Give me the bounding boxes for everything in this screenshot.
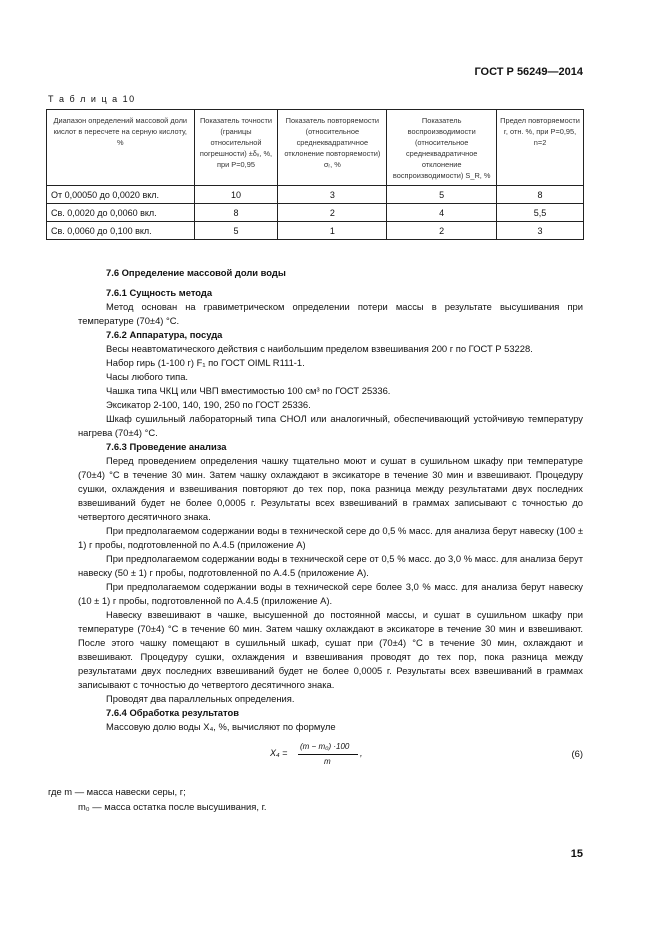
- where-line-2: m₀ — масса остатка после высушивания, г.: [78, 801, 267, 812]
- table-cell: 5,5: [497, 204, 584, 222]
- document-code: ГОСТ Р 56249—2014: [474, 66, 583, 78]
- table-cell: 5: [387, 186, 497, 204]
- header-reproducibility: Показатель воспроизводимости (относительное среднеквадратичное отклонение воспроизводимости) S_R, %: [387, 110, 497, 186]
- section-7-6: [78, 266, 583, 280]
- formula-numerator: (m − m₀) ·100: [300, 742, 350, 751]
- paragraph: Часы любого типа.: [106, 371, 189, 382]
- page-number: 15: [570, 848, 583, 860]
- paragraph: Эксикатор 2-100, 140, 190, 250 по ГОСТ 25336.: [106, 399, 311, 410]
- table-cell: От 0,00050 до 0,0020 вкл.: [47, 186, 195, 204]
- header-repeat-limit: Предел повторяемости r, отн. %, при P=0,95, n=2: [497, 110, 584, 186]
- table-cell: 2: [278, 204, 387, 222]
- paragraph: Массовую долю воды X₄, %, вычисляют по формуле: [106, 721, 336, 732]
- paragraph: Весы неавтоматического действия с наибольшим пределом взвешивания 200 г по ГОСТ Р 53228.: [106, 343, 533, 354]
- table-cell: Св. 0,0020 до 0,0060 вкл.: [47, 204, 195, 222]
- subsection-heading: 7.6.4 Обработка результатов: [106, 707, 239, 718]
- table-cell: 3: [497, 222, 584, 240]
- header-range: Диапазон определений массовой доли кислот в пересчете на серную кислоту, %: [47, 110, 195, 186]
- paragraph: Шкаф сушильный лабораторный типа СНОЛ или аналогичный, обеспечивающий устойчивую температуру нагрева (70±4) °С.: [78, 413, 583, 438]
- table-cell: 5: [194, 222, 278, 240]
- subsection-heading: 7.6.1 Сущность метода: [106, 287, 213, 298]
- table-row: [47, 186, 584, 204]
- table-cell: 10: [194, 186, 278, 204]
- header-repeatability: Показатель повторяемости (относительное среднеквадратичное отклонение повторяемости) σᵣ, %: [278, 110, 387, 186]
- body-text: [78, 286, 583, 734]
- table-caption: Т а б л и ц а 10: [48, 94, 136, 104]
- where-line-1: где m — масса навески серы, г;: [48, 786, 186, 797]
- table-cell: 4: [387, 204, 497, 222]
- paragraph: Метод основан на гравиметрическом определении потери массы в результате высушивания при температуре (70±4) °С.: [78, 301, 583, 326]
- table-row: [47, 222, 584, 240]
- paragraph: Чашка типа ЧКЦ или ЧВП вместимостью 100 см³ по ГОСТ 25336.: [106, 385, 391, 396]
- header-accuracy: Показатель точности (границы относительной погрешности) ±δₓ, %, при P=0,95: [194, 110, 278, 186]
- subsection-heading: 7.6.2 Аппаратура, посуда: [106, 329, 223, 340]
- table-cell: 8: [497, 186, 584, 204]
- formula-tail: ,: [360, 748, 363, 758]
- paragraph: Набор гирь (1-100 г) F₁ по ГОСТ OIML R111-1.: [106, 357, 305, 368]
- formula-lhs: X₄ =: [270, 748, 288, 758]
- precision-table: [46, 109, 584, 240]
- paragraph: Проводят два параллельных определения.: [106, 693, 295, 704]
- paragraph: Навеску взвешивают в чашке, высушенной до постоянной массы, и сушат в сушильном шкафу при температуре (70±4) °С в течение 60 мин. Затем чашку охлаждают в эксикаторе в течение 30 мин и взвешивают. После этого чашку помещают в сушильный шкаф, сушат при (70±4) °С в течение 30 мин, охлаждают и взвешивают. Процедуру сушки, охлаждения и взвешивания проводят до тех пор, пока разница между результатами двух последних взвешиваний будет не более 0,0005 г. Результаты всех взвешиваний в граммах записывают с точностью до четвертого десятичного знака.: [78, 609, 583, 690]
- paragraph: При предполагаемом содержании воды в технической сере от 0,5 % масс. до 3,0 % масс. для анализа берут навеску (50 ± 1) г пробы, подготовленной по А.4.5 (приложение А).: [78, 553, 583, 578]
- paragraph: Перед проведением определения чашку тщательно моют и сушат в сушильном шкафу при температуре (70±4) °С в течение 30 мин. Затем чашку охлаждают в эксикаторе в течение 30 мин и взвешивают. Процедуру сушки, охлаждения и взвешивания повторяют до тех пор, пока разница между результатами двух последних взвешиваний будет не более 0,0005 г. Результаты всех взвешиваний в граммах записывают с точностью до четвертого десятичного знака.: [78, 455, 583, 522]
- paragraph: При предполагаемом содержании воды в технической сере до 0,5 % масс. для анализа берут навеску (100 ± 1) г пробы, подготовленной по А.4.5 (приложение А): [78, 525, 583, 550]
- formula-denominator: m: [324, 757, 331, 766]
- formula-number: (6): [571, 748, 583, 759]
- table-cell: 8: [194, 204, 278, 222]
- table-header-row: [47, 110, 584, 186]
- table-cell: 1: [278, 222, 387, 240]
- subsection-heading: 7.6.3 Проведение анализа: [106, 441, 227, 452]
- table-row: [47, 204, 584, 222]
- paragraph: При предполагаемом содержании воды в технической сере более 3,0 % масс. для анализа берут навеску (10 ± 1) г пробы, подготовленной по А.4.5 (приложение А).: [78, 581, 583, 606]
- formula-fraction-bar: [298, 754, 358, 755]
- section-heading: 7.6 Определение массовой доли воды: [106, 267, 286, 278]
- table-cell: 3: [278, 186, 387, 204]
- table-cell: Св. 0,0060 до 0,100 вкл.: [47, 222, 195, 240]
- table-cell: 2: [387, 222, 497, 240]
